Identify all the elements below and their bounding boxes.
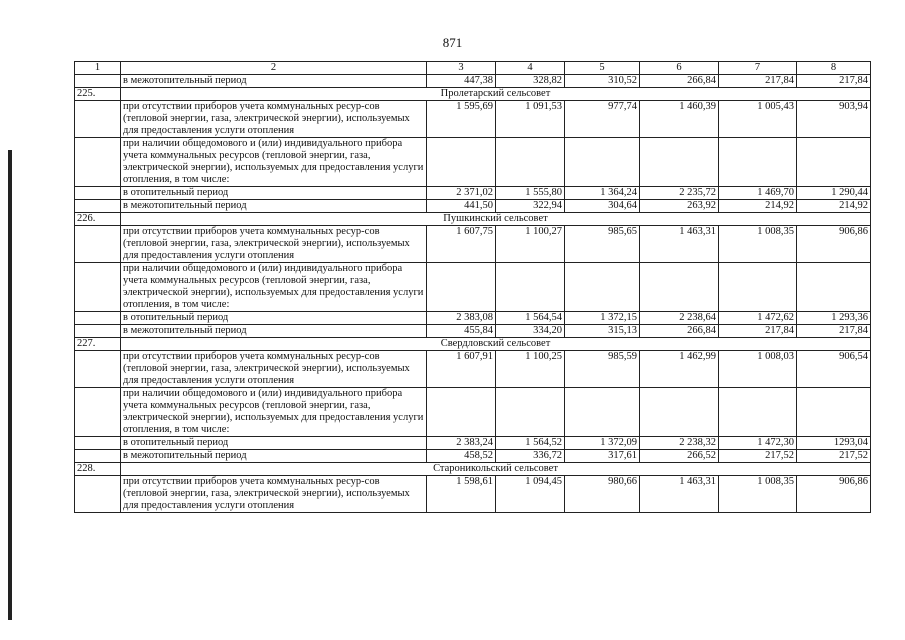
value-cell: 1 290,44 [797, 187, 871, 200]
section-title: Староникольский сельсовет [121, 463, 871, 476]
value-cell [797, 138, 871, 187]
section-header-row [75, 463, 871, 476]
value-cell: 1293,04 [797, 437, 871, 450]
value-cell [427, 263, 496, 312]
table-row [75, 226, 871, 263]
value-cell: 1 364,24 [565, 187, 640, 200]
section-title: Свердловский сельсовет [121, 338, 871, 351]
header-cell: 3 [427, 62, 496, 75]
number-cell [75, 312, 121, 325]
table-row [75, 312, 871, 325]
row-label: при отсутствии приборов учета коммунальных ресур-сов (тепловой энергии, газа, электрической энергии), используемых для предоставления услуги отопления [121, 351, 427, 388]
value-cell: 1 460,39 [640, 101, 719, 138]
value-cell: 315,13 [565, 325, 640, 338]
number-cell [75, 138, 121, 187]
number-cell [75, 476, 121, 513]
value-cell: 214,92 [719, 200, 797, 213]
number-cell [75, 200, 121, 213]
row-label: при наличии общедомового и (или) индивидуального прибора учета коммунальных ресурсов (тепловой энергии, газа, электрической энергии), используемых для предоставления услуги отопления, в том числе: [121, 263, 427, 312]
table-row [75, 325, 871, 338]
value-cell: 906,86 [797, 226, 871, 263]
tariff-table [74, 61, 871, 513]
table-row [75, 263, 871, 312]
value-cell: 2 238,32 [640, 437, 719, 450]
value-cell: 322,94 [496, 200, 565, 213]
value-cell: 977,74 [565, 101, 640, 138]
row-label: в межотопительный период [121, 200, 427, 213]
row-label: при отсутствии приборов учета коммунальных ресур-сов (тепловой энергии, газа, электрической энергии), используемых для предоставления услуги отопления [121, 476, 427, 513]
value-cell: 1 094,45 [496, 476, 565, 513]
value-cell: 1 100,27 [496, 226, 565, 263]
row-label: в отопительный период [121, 437, 427, 450]
value-cell [797, 388, 871, 437]
section-header-row [75, 88, 871, 101]
number-cell [75, 388, 121, 437]
value-cell [719, 388, 797, 437]
value-cell: 1 463,31 [640, 226, 719, 263]
value-cell: 217,84 [719, 325, 797, 338]
value-cell: 903,94 [797, 101, 871, 138]
value-cell: 906,54 [797, 351, 871, 388]
value-cell: 1 472,62 [719, 312, 797, 325]
value-cell: 310,52 [565, 75, 640, 88]
header-cell: 7 [719, 62, 797, 75]
section-title: Пушкинский сельсовет [121, 213, 871, 226]
table-row [75, 388, 871, 437]
table-row [75, 437, 871, 450]
value-cell: 1 469,70 [719, 187, 797, 200]
value-cell: 2 383,24 [427, 437, 496, 450]
value-cell [496, 388, 565, 437]
row-label: в отопительный период [121, 187, 427, 200]
value-cell [640, 138, 719, 187]
value-cell [797, 263, 871, 312]
value-cell: 1 598,61 [427, 476, 496, 513]
header-cell: 6 [640, 62, 719, 75]
number-cell [75, 101, 121, 138]
value-cell: 1 372,09 [565, 437, 640, 450]
number-cell [75, 75, 121, 88]
value-cell: 1 564,54 [496, 312, 565, 325]
value-cell: 985,59 [565, 351, 640, 388]
header-cell: 2 [121, 62, 427, 75]
value-cell: 1 293,36 [797, 312, 871, 325]
header-cell: 4 [496, 62, 565, 75]
value-cell: 334,20 [496, 325, 565, 338]
value-cell [427, 388, 496, 437]
value-cell: 263,92 [640, 200, 719, 213]
section-title: Пролетарский сельсовет [121, 88, 871, 101]
row-label: в межотопительный период [121, 450, 427, 463]
section-number: 225. [75, 88, 121, 101]
table-row [75, 351, 871, 388]
page-number: 871 [442, 35, 463, 50]
value-cell: 1 555,80 [496, 187, 565, 200]
value-cell: 266,84 [640, 325, 719, 338]
tariff-table-body [75, 62, 871, 513]
section-number: 228. [75, 463, 121, 476]
value-cell: 906,86 [797, 476, 871, 513]
row-label: при отсутствии приборов учета коммунальных ресур-сов (тепловой энергии, газа, электрической энергии), используемых для предоставления услуги отопления [121, 101, 427, 138]
header-cell: 5 [565, 62, 640, 75]
value-cell: 1 607,91 [427, 351, 496, 388]
value-cell: 1 595,69 [427, 101, 496, 138]
value-cell: 458,52 [427, 450, 496, 463]
value-cell: 441,50 [427, 200, 496, 213]
section-number: 227. [75, 338, 121, 351]
row-label: при наличии общедомового и (или) индивидуального прибора учета коммунальных ресурсов (тепловой энергии, газа, электрической энергии), используемых для предоставления услуги отопления, в том числе: [121, 388, 427, 437]
value-cell: 266,84 [640, 75, 719, 88]
value-cell [565, 263, 640, 312]
value-cell: 266,52 [640, 450, 719, 463]
table-row [75, 75, 871, 88]
value-cell: 2 235,72 [640, 187, 719, 200]
value-cell: 217,52 [797, 450, 871, 463]
value-cell: 1 005,43 [719, 101, 797, 138]
number-cell [75, 351, 121, 388]
number-cell [75, 437, 121, 450]
value-cell: 980,66 [565, 476, 640, 513]
value-cell: 1 008,35 [719, 476, 797, 513]
row-label: при отсутствии приборов учета коммунальных ресур-сов (тепловой энергии, газа, электрической энергии), используемых для предоставления услуги отопления [121, 226, 427, 263]
value-cell: 1 472,30 [719, 437, 797, 450]
header-cell: 8 [797, 62, 871, 75]
table-row [75, 138, 871, 187]
section-header-row [75, 213, 871, 226]
value-cell: 455,84 [427, 325, 496, 338]
value-cell: 1 564,52 [496, 437, 565, 450]
table-row [75, 187, 871, 200]
row-label: при наличии общедомового и (или) индивидуального прибора учета коммунальных ресурсов (тепловой энергии, газа, электрической энергии), используемых для предоставления услуги отопления, в том числе: [121, 138, 427, 187]
number-cell [75, 226, 121, 263]
value-cell: 985,65 [565, 226, 640, 263]
row-label: в отопительный период [121, 312, 427, 325]
value-cell [640, 263, 719, 312]
value-cell [496, 263, 565, 312]
number-cell [75, 450, 121, 463]
header-row [75, 62, 871, 75]
value-cell: 1 091,53 [496, 101, 565, 138]
value-cell [565, 138, 640, 187]
value-cell: 1 100,25 [496, 351, 565, 388]
table-row [75, 476, 871, 513]
number-cell [75, 325, 121, 338]
value-cell: 217,84 [797, 75, 871, 88]
value-cell: 447,38 [427, 75, 496, 88]
header-cell: 1 [75, 62, 121, 75]
value-cell: 317,61 [565, 450, 640, 463]
value-cell: 1 372,15 [565, 312, 640, 325]
value-cell: 336,72 [496, 450, 565, 463]
value-cell: 2 238,64 [640, 312, 719, 325]
value-cell [565, 388, 640, 437]
section-number: 226. [75, 213, 121, 226]
value-cell [640, 388, 719, 437]
value-cell: 217,52 [719, 450, 797, 463]
value-cell: 1 463,31 [640, 476, 719, 513]
value-cell [427, 138, 496, 187]
number-cell [75, 187, 121, 200]
value-cell: 1 462,99 [640, 351, 719, 388]
row-label: в межотопительный период [121, 75, 427, 88]
number-cell [75, 263, 121, 312]
value-cell: 2 383,08 [427, 312, 496, 325]
table-row [75, 200, 871, 213]
table-row [75, 450, 871, 463]
section-header-row [75, 338, 871, 351]
value-cell: 2 371,02 [427, 187, 496, 200]
page-edge-bar [8, 150, 12, 620]
value-cell: 217,84 [797, 325, 871, 338]
value-cell: 1 607,75 [427, 226, 496, 263]
value-cell: 328,82 [496, 75, 565, 88]
value-cell [719, 263, 797, 312]
row-label: в межотопительный период [121, 325, 427, 338]
value-cell: 217,84 [719, 75, 797, 88]
value-cell: 1 008,35 [719, 226, 797, 263]
table-row [75, 101, 871, 138]
value-cell [719, 138, 797, 187]
value-cell: 214,92 [797, 200, 871, 213]
value-cell: 304,64 [565, 200, 640, 213]
value-cell: 1 008,03 [719, 351, 797, 388]
value-cell [496, 138, 565, 187]
